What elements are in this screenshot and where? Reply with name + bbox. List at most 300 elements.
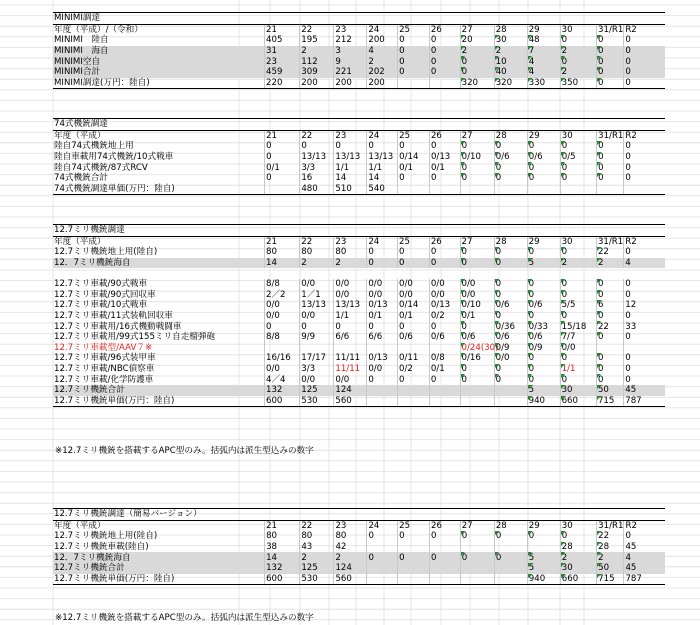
table-cell: 0/6 bbox=[527, 332, 560, 343]
table-cell bbox=[429, 343, 460, 354]
table-cell: 7/7 bbox=[560, 332, 596, 343]
table-cell: 10 bbox=[494, 56, 527, 67]
table-cell bbox=[367, 268, 398, 279]
table-cell: 0 bbox=[494, 173, 527, 184]
table-cell: 0 bbox=[494, 258, 527, 269]
table-cell bbox=[494, 574, 527, 585]
table-cell: 0 bbox=[429, 258, 460, 269]
table-cell: 0 bbox=[265, 152, 300, 163]
table-cell: 0/8 bbox=[429, 353, 460, 364]
year-header-cell: 30 bbox=[560, 130, 596, 141]
table-cell bbox=[367, 563, 398, 574]
table-cell: 0/0 bbox=[560, 343, 596, 354]
table-cell: 5 bbox=[527, 552, 560, 563]
table-cell: 33 bbox=[624, 321, 665, 332]
year-header-cell: 28 bbox=[494, 24, 527, 35]
table-cell: 0/11 bbox=[398, 353, 430, 364]
table-cell: 0/14 bbox=[398, 152, 430, 163]
table-cell: 0 bbox=[527, 531, 560, 542]
year-header-cell: 31/R1 bbox=[598, 520, 624, 531]
table-row bbox=[53, 152, 665, 163]
table-row bbox=[53, 279, 665, 290]
table-cell: 3/3 bbox=[300, 364, 334, 375]
table-cell: 124 bbox=[334, 385, 367, 396]
section-title: 12.7ミリ機銃調達 bbox=[53, 225, 665, 237]
table-cell bbox=[367, 343, 398, 354]
year-header-cell: 28 bbox=[494, 236, 527, 247]
table-cell: 4 bbox=[624, 258, 665, 269]
table-cell: 660 bbox=[560, 396, 596, 407]
table-cell: 28 bbox=[560, 542, 596, 553]
table-cell: 5/5 bbox=[560, 300, 596, 311]
table-cell: 0 bbox=[597, 152, 624, 163]
year-header-cell: R2 bbox=[624, 130, 665, 141]
table-row bbox=[53, 173, 665, 184]
table-row bbox=[53, 531, 665, 542]
year-header-cell: 29 bbox=[527, 520, 560, 531]
table-cell: 660 bbox=[560, 574, 596, 585]
table-cell bbox=[460, 574, 494, 585]
table-cell: 0 bbox=[265, 173, 300, 184]
table-cell: 0 bbox=[560, 311, 596, 322]
table-cell: 2 bbox=[334, 552, 367, 563]
table-cell: 0 bbox=[398, 531, 430, 542]
table-cell: 0 bbox=[429, 321, 460, 332]
row-label: MINIMI調達(万円：陸自) bbox=[53, 78, 265, 89]
table-cell: 221 bbox=[334, 67, 367, 78]
section-title-row bbox=[53, 225, 665, 237]
table-cell: 0/2 bbox=[398, 364, 430, 375]
table-cell: 0 bbox=[494, 247, 527, 258]
table-cell: 13/13 bbox=[334, 300, 367, 311]
table-cell: 0 bbox=[460, 162, 494, 173]
table-cell bbox=[398, 268, 430, 279]
table-cell: 0 bbox=[367, 552, 398, 563]
table-cell: 125 bbox=[300, 563, 334, 574]
table-cell: 0 bbox=[597, 78, 624, 89]
table-cell: 195 bbox=[300, 35, 334, 46]
table-cell: 309 bbox=[300, 67, 334, 78]
table-cell: 0 bbox=[624, 162, 665, 173]
table-cell: 200 bbox=[300, 78, 334, 89]
table-cell: 0/0 bbox=[367, 364, 398, 375]
table-cell: 0 bbox=[494, 311, 527, 322]
row-label: 12.7ミリ車載/11式装軌回収車 bbox=[54, 311, 173, 322]
table-cell: 0 bbox=[527, 173, 560, 184]
row-label: 12.7ミリ機銃単価(万円：陸自) bbox=[53, 574, 265, 585]
table-cell: 2／2 bbox=[265, 290, 300, 301]
table-cell: 0/0 bbox=[265, 300, 300, 311]
table-cell: 1／1 bbox=[300, 290, 334, 301]
year-header-cell: 24 bbox=[367, 24, 398, 35]
year-header-cell: 27 bbox=[460, 236, 494, 247]
table-cell: 132 bbox=[265, 563, 300, 574]
table-cell: 0 bbox=[560, 247, 596, 258]
table-cell: 0/14 bbox=[398, 300, 430, 311]
table-cell: 0 bbox=[527, 141, 560, 152]
table-cell: 715 bbox=[596, 396, 623, 407]
table-cell: 459 bbox=[265, 67, 300, 78]
table-cell: 0 bbox=[494, 531, 527, 542]
table-cell bbox=[494, 268, 527, 279]
table-cell: 600 bbox=[265, 574, 300, 585]
year-header-cell: 24 bbox=[367, 236, 398, 247]
table-cell bbox=[429, 396, 460, 407]
table-cell: 0 bbox=[460, 531, 494, 542]
table-row bbox=[53, 141, 665, 152]
table-cell: 0 bbox=[460, 67, 494, 78]
table-cell: 48 bbox=[527, 35, 560, 46]
table-row bbox=[53, 321, 665, 332]
table-cell: 0 bbox=[494, 279, 527, 290]
table-cell: 0 bbox=[624, 332, 665, 343]
type74-mg-procurement-table bbox=[53, 118, 665, 195]
table-row bbox=[53, 343, 665, 354]
table-cell: 0/1 bbox=[429, 364, 460, 375]
table-cell bbox=[494, 542, 527, 553]
table-row bbox=[53, 311, 665, 322]
table-cell: 31 bbox=[265, 46, 300, 57]
table-cell: 38 bbox=[265, 542, 300, 553]
table-cell: 530 bbox=[300, 574, 334, 585]
table-cell: 30 bbox=[494, 35, 527, 46]
table-cell: 132 bbox=[265, 385, 300, 396]
table-cell: 0 bbox=[398, 374, 430, 385]
table-row bbox=[53, 247, 665, 258]
header-label: 年度（平成）/（令和） bbox=[53, 24, 265, 35]
section-title: 74式機銃調達 bbox=[53, 119, 665, 131]
table-cell bbox=[398, 184, 430, 195]
table-cell: 560 bbox=[334, 574, 367, 585]
table-cell: 112 bbox=[300, 56, 334, 67]
table-cell: 0/6 bbox=[527, 300, 560, 311]
table-cell: 0 bbox=[624, 56, 665, 67]
table-cell: 0 bbox=[494, 290, 527, 301]
table-cell: 0/10 bbox=[460, 152, 494, 163]
table-cell: 0/6 bbox=[494, 300, 527, 311]
year-header-cell: 22 bbox=[300, 520, 334, 531]
table-cell: 200 bbox=[367, 35, 398, 46]
row-label: MINIMI空自 bbox=[53, 56, 265, 67]
table-cell: 0/1 bbox=[398, 162, 430, 173]
year-header-cell: 26 bbox=[429, 24, 460, 35]
section-title-row bbox=[53, 119, 665, 131]
table-cell bbox=[596, 268, 623, 279]
table-cell: 0 bbox=[367, 247, 398, 258]
year-header-cell: 21 bbox=[265, 130, 300, 141]
table-cell bbox=[398, 343, 430, 354]
row-label: MINIMI 海自 bbox=[53, 46, 265, 57]
row-label: 74式機銃調達単価(万円：陸自) bbox=[53, 184, 265, 195]
table-cell: 0 bbox=[560, 141, 596, 152]
table-cell: 45 bbox=[624, 542, 665, 553]
table-cell bbox=[398, 385, 430, 396]
table-cell: 0/0 bbox=[334, 374, 367, 385]
table-cell: 202 bbox=[367, 67, 398, 78]
table-cell: 28 bbox=[597, 542, 624, 553]
table-cell bbox=[624, 343, 665, 354]
table-cell: 0/6 bbox=[398, 332, 430, 343]
table-cell: 0 bbox=[398, 552, 430, 563]
table-cell bbox=[460, 563, 494, 574]
table-cell: 0/0 bbox=[398, 279, 430, 290]
table-cell: 212 bbox=[334, 35, 367, 46]
table-cell: 13/13 bbox=[300, 152, 334, 163]
table-cell bbox=[460, 184, 494, 195]
year-header-cell: 31/R1 bbox=[598, 24, 624, 35]
table-cell: 0 bbox=[429, 374, 460, 385]
year-header-cell: 23 bbox=[334, 236, 367, 247]
table-cell: 0 bbox=[265, 141, 300, 152]
table-cell: 0 bbox=[624, 374, 665, 385]
table-cell: 0 bbox=[398, 67, 430, 78]
table-cell: 1/1 bbox=[334, 162, 367, 173]
year-header-cell: R2 bbox=[624, 236, 665, 247]
table-cell: 22 bbox=[596, 321, 623, 332]
table-cell bbox=[429, 542, 460, 553]
table-cell: 40 bbox=[494, 67, 527, 78]
table-cell: 0 bbox=[596, 374, 623, 385]
table-cell: 480 bbox=[300, 184, 334, 195]
year-header-cell: 25 bbox=[398, 130, 430, 141]
table-cell: 4 bbox=[527, 67, 560, 78]
table-cell: 0 bbox=[460, 364, 494, 375]
year-header-cell: 27 bbox=[460, 130, 494, 141]
table-row bbox=[53, 300, 665, 311]
table-cell: 0/0 bbox=[494, 353, 527, 364]
table-cell: 0 bbox=[597, 67, 624, 78]
table-cell: 0 bbox=[429, 552, 460, 563]
table-cell: 0 bbox=[398, 173, 430, 184]
year-header-row bbox=[53, 236, 665, 247]
table-cell: 0/36 bbox=[494, 321, 527, 332]
table-row bbox=[53, 542, 665, 553]
table-cell: 15/18 bbox=[560, 321, 596, 332]
table-cell bbox=[624, 268, 665, 279]
table-cell bbox=[300, 268, 334, 279]
row-label bbox=[53, 268, 265, 279]
row-label: 74式機銃合計 bbox=[54, 173, 108, 184]
section-title: 12.7ミリ機銃調達（簡易バージョン） bbox=[53, 509, 665, 521]
row-label: 12.7ミリ車載型/AAV７※ bbox=[54, 342, 153, 353]
table-cell bbox=[429, 385, 460, 396]
table-cell: 2 bbox=[300, 552, 334, 563]
table-cell: 540 bbox=[367, 184, 398, 195]
year-header-cell: 30 bbox=[560, 236, 596, 247]
table-cell: 0/1 bbox=[367, 311, 398, 322]
table-cell: 0 bbox=[624, 67, 665, 78]
table-cell: 23 bbox=[265, 56, 300, 67]
table-cell: 2 bbox=[460, 46, 494, 57]
table-cell: 0 bbox=[560, 374, 596, 385]
table-cell: 11/11 bbox=[334, 364, 367, 375]
table-row bbox=[53, 374, 665, 385]
table-cell: 0/6 bbox=[494, 332, 527, 343]
table-cell: 0 bbox=[560, 173, 596, 184]
table-cell: 0 bbox=[334, 141, 367, 152]
year-header-cell: 30 bbox=[560, 520, 596, 531]
table-cell bbox=[429, 574, 460, 585]
table-cell: 0/24(30) bbox=[461, 342, 499, 353]
table-cell: 0 bbox=[429, 67, 460, 78]
table-cell bbox=[494, 563, 527, 574]
row-label: 12.7ミリ機銃合計 bbox=[53, 563, 265, 574]
table-cell: 1/1 bbox=[334, 311, 367, 322]
table-cell: 0 bbox=[494, 374, 527, 385]
table-cell: 80 bbox=[334, 531, 367, 542]
section-title-row bbox=[53, 13, 665, 25]
table-cell: 14 bbox=[367, 173, 398, 184]
row-label: MINIMI合計 bbox=[53, 67, 265, 78]
table-cell: 0 bbox=[494, 552, 527, 563]
table-cell: 0 bbox=[367, 321, 398, 332]
table-cell: 0 bbox=[597, 35, 624, 46]
table-cell: 0 bbox=[597, 141, 624, 152]
year-header-cell: 21 bbox=[265, 24, 300, 35]
table-cell: 0/9 bbox=[494, 343, 527, 354]
table-cell: 0 bbox=[460, 173, 494, 184]
table-cell: 50 bbox=[596, 385, 623, 396]
table-cell bbox=[460, 396, 494, 407]
table-cell: 9 bbox=[334, 56, 367, 67]
table-cell: 0 bbox=[597, 173, 624, 184]
table-cell: 2 bbox=[300, 258, 334, 269]
table-cell: 0/16 bbox=[460, 353, 494, 364]
table-cell: 0 bbox=[334, 321, 367, 332]
year-header-cell: 26 bbox=[429, 520, 460, 531]
table-cell: 2 bbox=[300, 46, 334, 57]
table-cell: 50 bbox=[597, 563, 624, 574]
year-header-cell: 29 bbox=[527, 24, 560, 35]
table-cell: 0/13 bbox=[367, 353, 398, 364]
table-cell bbox=[494, 385, 527, 396]
table-cell: 405 bbox=[265, 35, 300, 46]
table-cell: 6/6 bbox=[367, 332, 398, 343]
row-label: 12.7ミリ機銃合計 bbox=[53, 385, 265, 396]
table-cell: 17/17 bbox=[300, 353, 334, 364]
table-cell: 200 bbox=[334, 78, 367, 89]
row-label: 12.7ミリ車載用/16式機動戦闘車 bbox=[54, 321, 182, 332]
table-cell bbox=[334, 343, 367, 354]
table-cell: 80 bbox=[265, 247, 300, 258]
table-cell bbox=[560, 268, 596, 279]
table-cell: 0/6 bbox=[460, 332, 494, 343]
table-cell: 0/0 bbox=[300, 311, 334, 322]
table-cell bbox=[597, 184, 624, 195]
table-cell: 11/11 bbox=[334, 353, 367, 364]
table-cell: 0/0 bbox=[429, 290, 460, 301]
table-cell bbox=[527, 184, 560, 195]
table-cell: 0/1 bbox=[265, 162, 300, 173]
table-cell: 1/1 bbox=[560, 364, 596, 375]
year-header-row bbox=[53, 520, 665, 531]
table-cell: 0 bbox=[398, 46, 430, 57]
table-cell: 2 bbox=[334, 258, 367, 269]
table-cell: 8/8 bbox=[265, 279, 300, 290]
table-cell bbox=[429, 78, 460, 89]
table-cell: 30 bbox=[560, 563, 596, 574]
table-cell: 0 bbox=[560, 290, 596, 301]
table-cell: 2 bbox=[597, 552, 624, 563]
table-cell bbox=[398, 542, 430, 553]
table-cell: 0 bbox=[624, 152, 665, 163]
table-cell bbox=[429, 184, 460, 195]
table-row bbox=[53, 290, 665, 301]
year-header-cell: 24 bbox=[367, 520, 398, 531]
table-cell: 200 bbox=[367, 78, 398, 89]
table-cell: 2 bbox=[494, 46, 527, 57]
table-cell: 0/13 bbox=[429, 300, 460, 311]
year-header-cell: R2 bbox=[624, 520, 665, 531]
table-cell: 13/13 bbox=[367, 152, 398, 163]
table-cell: 80 bbox=[300, 247, 334, 258]
table-cell: 4 bbox=[624, 552, 665, 563]
table-cell: 14 bbox=[265, 258, 300, 269]
table-cell: 0/13 bbox=[367, 300, 398, 311]
row-label: MINIMI 陸自 bbox=[54, 35, 109, 46]
table-cell: 2 bbox=[560, 258, 596, 269]
table-cell: 0/33 bbox=[527, 321, 560, 332]
year-header-cell: 21 bbox=[265, 236, 300, 247]
table-cell: 4 bbox=[367, 46, 398, 57]
table-cell bbox=[367, 385, 398, 396]
table-cell: 7 bbox=[527, 46, 560, 57]
year-header-cell: 23 bbox=[334, 130, 367, 141]
table-cell: 0 bbox=[494, 364, 527, 375]
table-row bbox=[53, 78, 665, 89]
table-cell: 2 bbox=[560, 46, 596, 57]
table-cell: 0 bbox=[367, 141, 398, 152]
table-cell: 0/5 bbox=[560, 152, 596, 163]
table-cell: 80 bbox=[334, 247, 367, 258]
table-cell: 0 bbox=[597, 46, 624, 57]
table-cell: 0 bbox=[300, 321, 334, 332]
table-cell: 0 bbox=[527, 374, 560, 385]
table-cell: 0 bbox=[460, 321, 494, 332]
table-cell: 0 bbox=[460, 247, 494, 258]
table-cell: 0 bbox=[527, 364, 560, 375]
table-cell: 0/13 bbox=[429, 152, 460, 163]
year-header-cell: 23 bbox=[334, 24, 367, 35]
table-row bbox=[53, 46, 665, 57]
table-cell: 0 bbox=[460, 141, 494, 152]
header-label: 年度（平成） bbox=[53, 520, 265, 531]
table-row bbox=[53, 332, 665, 343]
table-cell bbox=[367, 542, 398, 553]
year-header-cell: 22 bbox=[300, 24, 334, 35]
section-title: MINIMI調達 bbox=[53, 13, 665, 25]
table-cell: 0 bbox=[560, 531, 596, 542]
table-cell: 0 bbox=[527, 247, 560, 258]
table-cell bbox=[398, 78, 430, 89]
table-row bbox=[53, 396, 665, 407]
table-cell: 13/13 bbox=[334, 152, 367, 163]
year-header-cell: 27 bbox=[460, 24, 494, 35]
table-cell: 125 bbox=[300, 385, 334, 396]
table-cell: 0/2 bbox=[429, 311, 460, 322]
table-cell: 0 bbox=[624, 247, 665, 258]
table-cell: 787 bbox=[624, 574, 665, 585]
year-header-cell: 31/R1 bbox=[598, 130, 624, 141]
row-label: 12.7ミリ車載/90式戦車 bbox=[54, 279, 148, 290]
row-label: 12.7ミリ車載/96式装甲車 bbox=[54, 353, 156, 364]
table-cell: 14 bbox=[334, 173, 367, 184]
table-cell: 940 bbox=[527, 574, 560, 585]
table-cell: 22 bbox=[596, 247, 623, 258]
table-cell: 0 bbox=[624, 173, 665, 184]
year-header-cell: 30 bbox=[560, 24, 596, 35]
table-cell: 12 bbox=[624, 300, 665, 311]
